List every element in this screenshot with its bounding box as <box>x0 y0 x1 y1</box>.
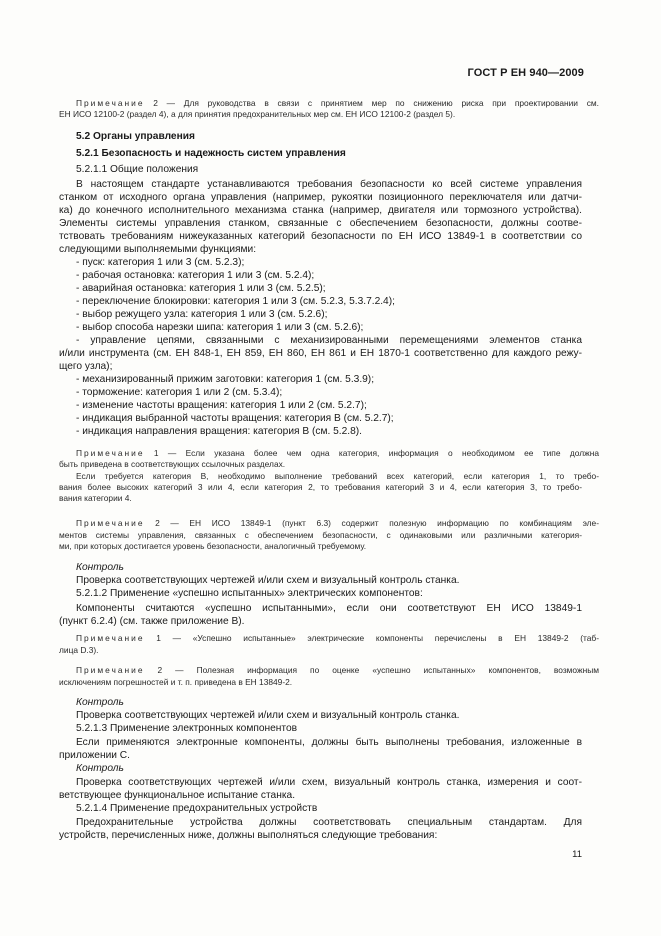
note-line: Примечание 2 — Полезная информация по оценке «успешно испытанных» компонентов, возможным <box>76 665 599 675</box>
text-line: тствовать требованиям нижеуказанных категорий безопасности по ЕН ИСО 13849-1 в соответствии со <box>59 231 582 242</box>
note-label: Примечание <box>76 98 145 108</box>
page-number: 11 <box>572 849 582 860</box>
note-line: ЕН ИСО 12100-2 (раздел 4), а для принятия предохранительных мер см. ЕН ИСО 12100-2 (раздел 5). <box>59 109 456 119</box>
text-line: - индикация выбранной частоты вращения: категория В (см. 5.2.7); <box>76 413 394 424</box>
text-line: щего узла); <box>59 361 113 372</box>
text-line: 5.2.1.1 Общие положения <box>76 164 199 175</box>
text-line: - управление цепями, связанными с механизированными перемещениями элементов станка <box>76 335 582 346</box>
text-line: следующими выполняемыми функциями: <box>59 244 257 255</box>
note-line: ментов системы управления, связанных с обеспечением безопасности, с одинаковыми или различными категория- <box>59 530 582 540</box>
text-line: Контроль <box>76 763 124 774</box>
note-label: Примечание <box>76 518 145 528</box>
note-line: Примечание 2 — ЕН ИСО 13849-1 (пункт 6.3) содержит полезную информацию по комбинациям эле- <box>76 518 599 528</box>
note-line: исключениям погрешностей и т. п. приведена в ЕН 13849-2. <box>59 677 293 687</box>
text-line: 5.2.1.2 Применение «успешно испытанных» электрических компонентов: <box>76 588 423 599</box>
text-line: ка) до конечного исполнительного механизма станка (например, двигателя или тормозного устройства). <box>59 205 582 216</box>
text-line: - аварийная остановка: категория 1 или 3 (см. 5.2.5); <box>76 283 326 294</box>
text-line: - рабочая остановка: категория 1 или 3 (см. 5.2.4); <box>76 270 315 281</box>
text-line: - переключение блокировки: категория 1 или 3 (см. 5.2.3, 5.3.7.2.4); <box>76 296 395 307</box>
text-line: станком от исходного органа управления (например, рукоятки позиционного переключателя или датчи- <box>59 192 582 203</box>
text-line: приложении С. <box>59 750 130 761</box>
note-line: вания категории 4. <box>59 493 132 503</box>
text-line: Проверка соответствующих чертежей и/или схем и визуальный контроль станка. <box>76 710 460 721</box>
text-line: и/или инструмента (см. ЕН 848-1, ЕН 859, ЕН 860, ЕН 861 и ЕН 1870-1 соответственно для каждого режу- <box>59 348 582 359</box>
text-line: Проверка соответствующих чертежей и/или схем, визуальный контроль станка, измерения и соот- <box>76 777 582 788</box>
text-line: - пуск: категория 1 или 3 (см. 5.2.3); <box>76 257 245 268</box>
text-line: 5.2.1.3 Применение электронных компонентов <box>76 723 298 734</box>
text-line: 5.2.1 Безопасность и надежность систем управления <box>76 148 346 159</box>
text-line: Элементы системы управления станком, связанные с обеспечением безопасности, должны соотве- <box>59 218 582 229</box>
text-line: В настоящем стандарте устанавливаются требования безопасности ко всей системе управления <box>76 179 582 190</box>
text-line: Проверка соответствующих чертежей и/или схем и визуальный контроль станка. <box>76 575 460 586</box>
text-line: (пункт 6.2.4) (см. также приложение В). <box>59 616 245 627</box>
note-line: Если требуется категория В, необходимо выполнение требований всех категорий, если категория 1, то требо- <box>76 471 599 481</box>
text-line: - торможение: категория 1 или 2 (см. 5.3.4); <box>76 387 283 398</box>
note-line: вания более высоких категорий 3 или 4, если категория 2, то требования категорий 3 и 4, если категория 3, то требо- <box>59 482 582 492</box>
text-line: 5.2.1.4 Применение предохранительных устройств <box>76 803 318 814</box>
text-line: устройств, перечисленных ниже, должны выполняться следующие требования: <box>59 830 438 841</box>
note-line: ми, при которых достигается уровень безопасности, аналогичный требуемому. <box>59 541 367 551</box>
text-line: - индикация направления вращения: категория В (см. 5.2.8). <box>76 426 363 437</box>
text-line: Компоненты считаются «успешно испытанными», если они соответствуют ЕН ИСО 13849-1 <box>76 603 582 614</box>
text-line: - механизированный прижим заготовки: категория 1 (см. 5.3.9); <box>76 374 375 385</box>
note-line: Примечание 2 — Для руководства в связи с принятием мер по снижению риска при проектировании см. <box>76 98 599 108</box>
text-line: ветствующее функциональное испытание станка. <box>59 790 296 801</box>
note-line: Примечание 1 — Если указана более чем одна категория, информация о необходимом ее типе должна <box>76 448 599 458</box>
note-label: Примечание <box>76 633 145 643</box>
text-line: - изменение частоты вращения: категория 1 или 2 (см. 5.2.7); <box>76 400 367 411</box>
note-label: Примечание <box>76 448 145 458</box>
note-line: лица D.3). <box>59 645 99 655</box>
text-line: 5.2 Органы управления <box>76 131 195 142</box>
text-line: Предохранительные устройства должны соответствовать специальным стандартам. Для <box>76 817 582 828</box>
text-line: - выбор способа нарезки шипа: категория 1 или 3 (см. 5.2.6); <box>76 322 364 333</box>
text-line: Контроль <box>76 562 124 573</box>
standard-header: ГОСТ Р ЕН 940—2009 <box>467 67 584 79</box>
text-line: Если применяются электронные компоненты, должны быть выполнены требования, изложенные в <box>76 737 582 748</box>
note-line: Примечание 1 — «Успешно испытанные» электрические компоненты перечислены в ЕН 13849-2 (таб- <box>76 633 599 643</box>
text-line: - выбор режущего узла: категория 1 или 3 (см. 5.2.6); <box>76 309 328 320</box>
text-line: Контроль <box>76 697 124 708</box>
note-line: быть приведена в соответствующих ссылочных разделах. <box>59 459 286 469</box>
note-label: Примечание <box>76 665 145 675</box>
